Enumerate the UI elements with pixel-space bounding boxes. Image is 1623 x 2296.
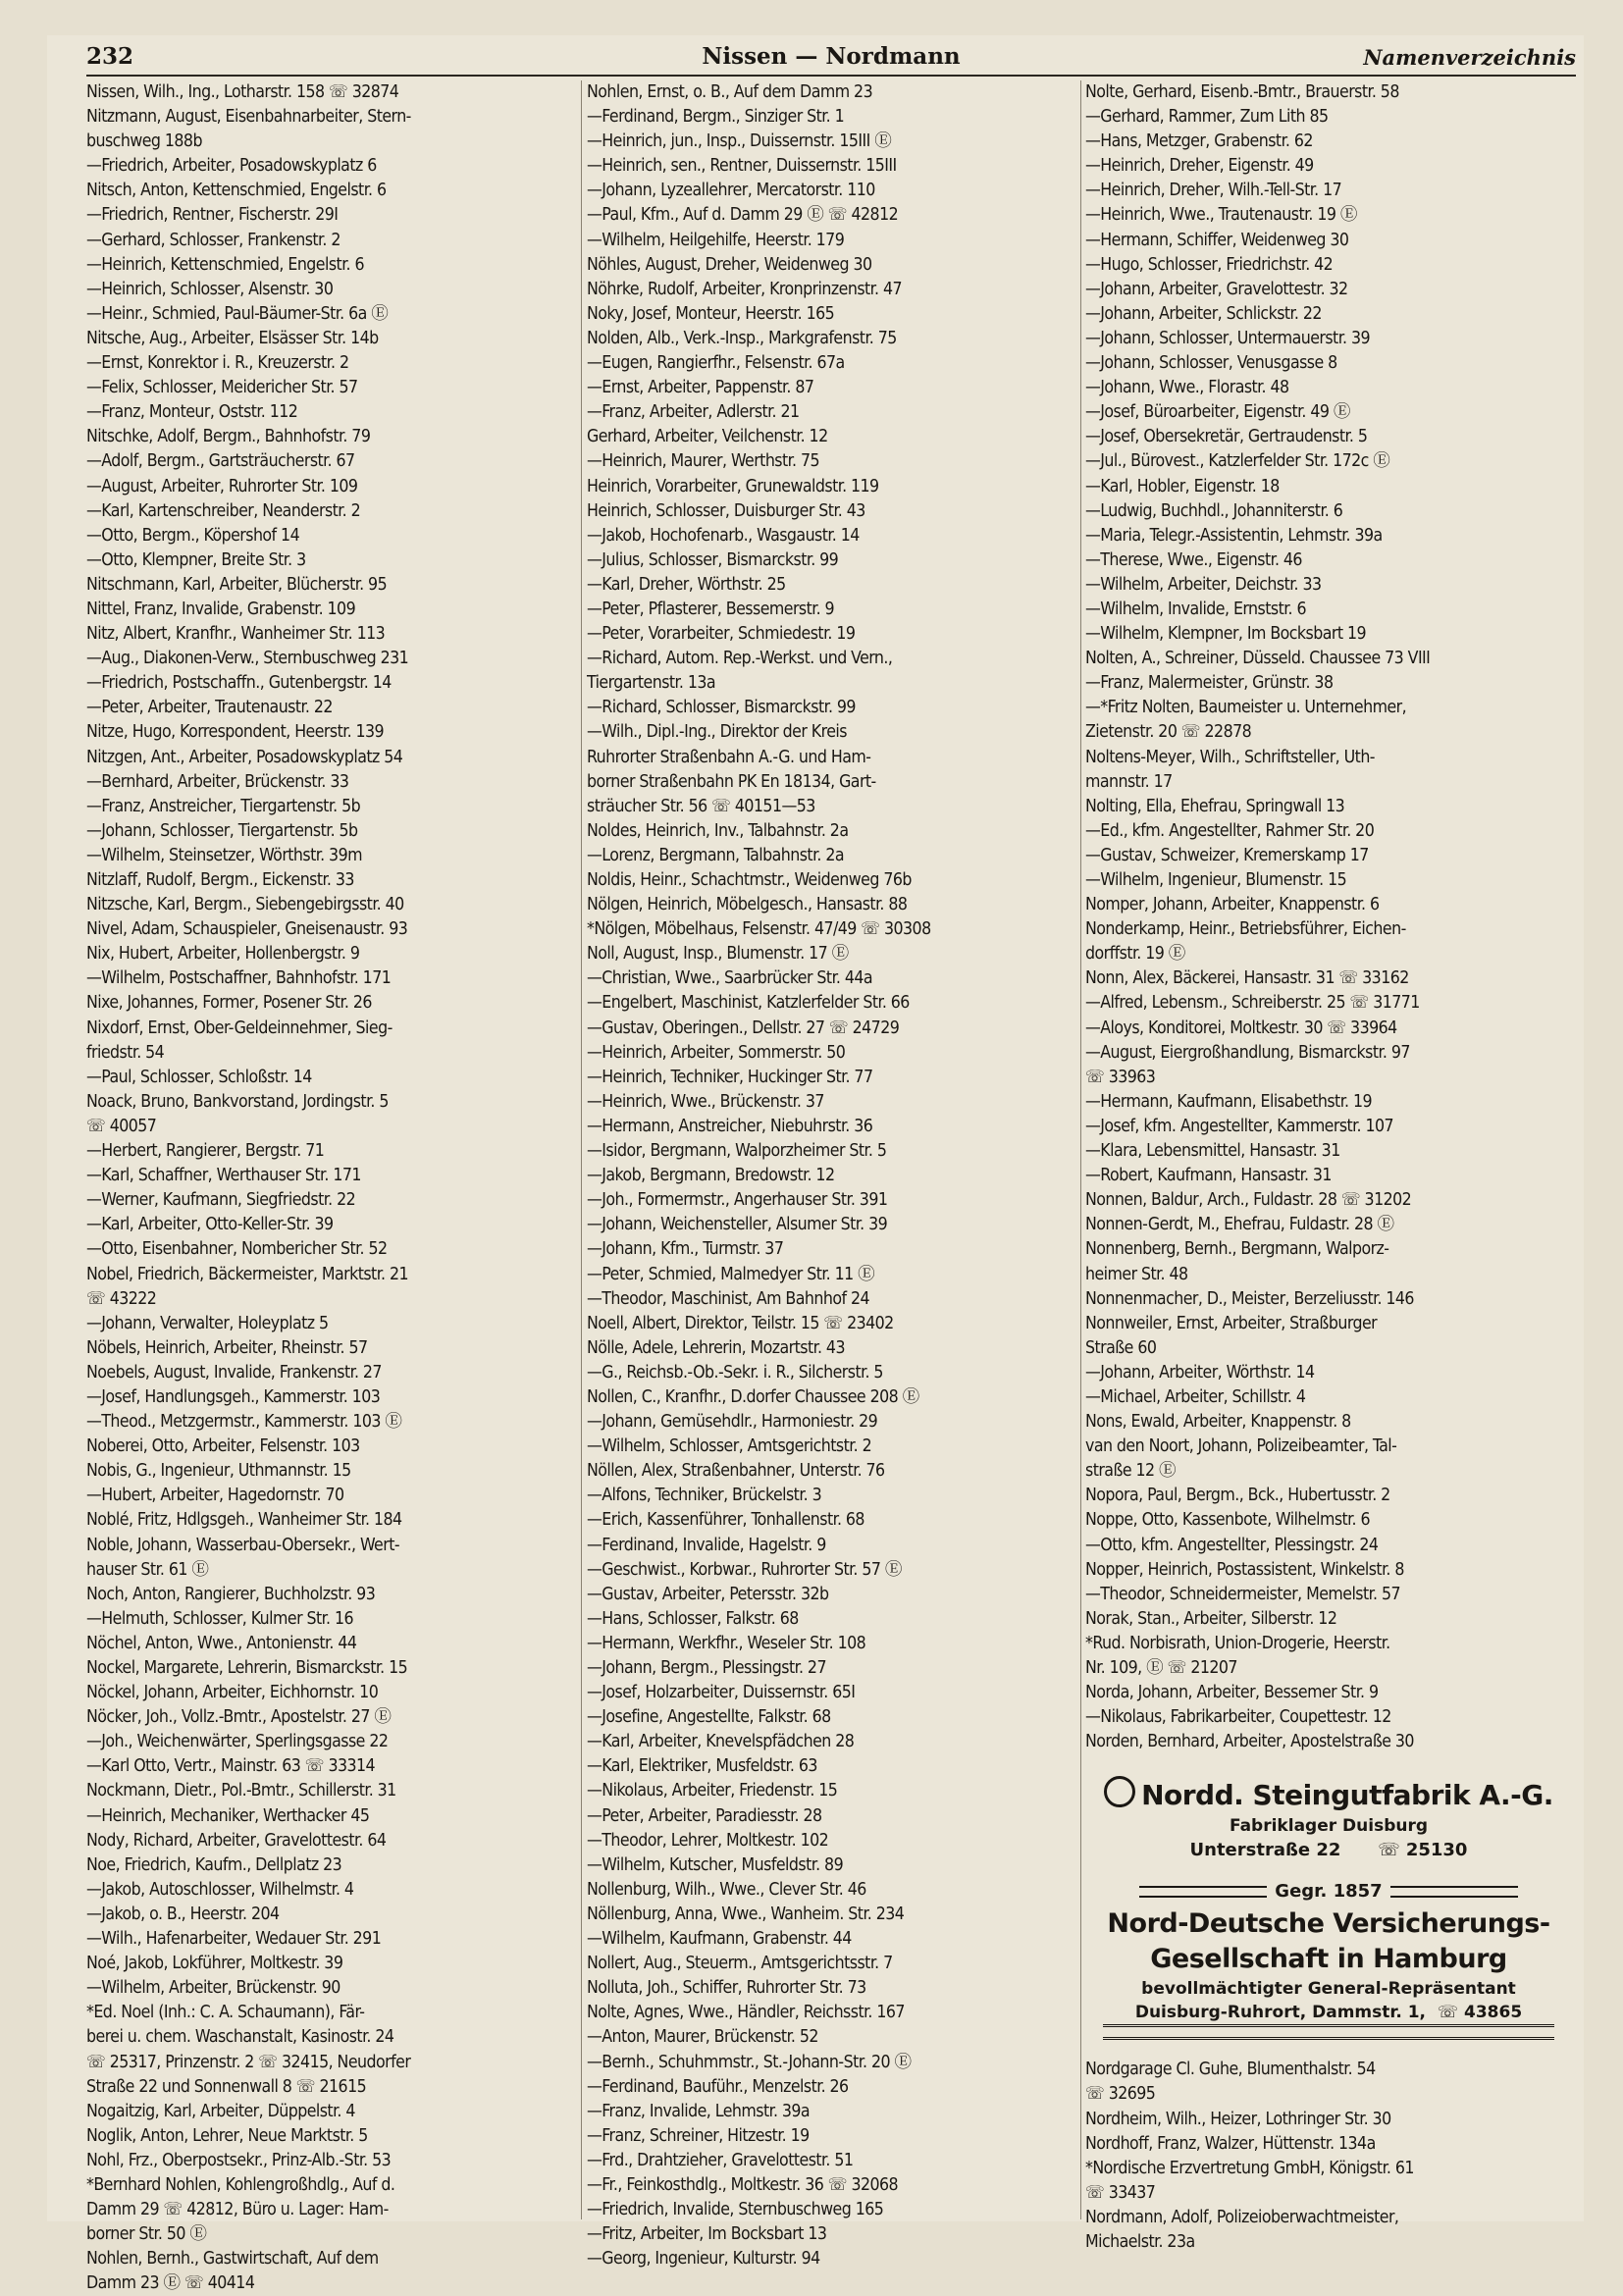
directory-entry: —Johann, Bergm., Plessingstr. 27 xyxy=(587,1658,826,1678)
directory-entry: ☏ 33437 xyxy=(1085,2182,1156,2203)
directory-entry: —Theodor, Maschinist, Am Bahnhof 24 xyxy=(587,1288,870,1309)
versicherung-ad xyxy=(1085,1877,1572,2040)
directory-entry: *Rud. Norbisrath, Union-Drogerie, Heerstr. xyxy=(1085,1633,1390,1653)
directory-entry: —Wilhelm, Kaufmann, Grabenstr. 44 xyxy=(587,1929,852,1950)
directory-entry: Nonderkamp, Heinr., Betriebsführer, Eichen- xyxy=(1085,919,1406,940)
directory-entry: —Wilhelm, Ingenieur, Blumenstr. 15 xyxy=(1085,870,1347,890)
directory-entry: dorffstr. 19 Ⓔ xyxy=(1085,944,1185,965)
directory-entry: —Hans, Schlosser, Falkstr. 68 xyxy=(587,1608,799,1629)
directory-entry: Noll, August, Insp., Blumenstr. 17 Ⓔ xyxy=(587,944,849,965)
directory-entry: —Ernst, Arbeiter, Pappenstr. 87 xyxy=(587,378,814,398)
directory-entry: —Ferdinand, Bergm., Sinziger Str. 1 xyxy=(587,107,845,128)
directory-entry: —Richard, Schlosser, Bismarckstr. 99 xyxy=(587,698,856,718)
directory-entry: —Heinrich, Techniker, Huckinger Str. 77 xyxy=(587,1067,873,1087)
directory-entry: Noé, Jakob, Lokführer, Moltkestr. 39 xyxy=(86,1954,343,1974)
directory-entry: Nöhrke, Rudolf, Arbeiter, Kronprinzenstr. 47 xyxy=(587,279,902,299)
directory-entry: —Ludwig, Buchhdl., Johanniterstr. 6 xyxy=(1085,500,1343,521)
directory-entry: —Richard, Autom. Rep.-Werkst. und Vern., xyxy=(587,649,893,669)
ad-company-name: Nordd. Steingutfabrik A.-G. xyxy=(1085,1776,1572,1815)
directory-entry: Nitsche, Aug., Arbeiter, Elsässer Str. 14b xyxy=(86,328,379,348)
directory-entry: —Ferdinand, Bauführ., Menzelstr. 26 xyxy=(587,2076,849,2097)
ornament-border xyxy=(1103,2024,1554,2040)
directory-entry: —Jakob, Hochofenarb., Wasgaustr. 14 xyxy=(587,525,860,546)
company-logo-icon xyxy=(1104,1776,1135,1807)
directory-page xyxy=(47,35,1584,2294)
directory-entry: straße 12 Ⓔ xyxy=(1085,1461,1177,1482)
directory-entry: —Felix, Schlosser, Meidericher Str. 57 xyxy=(86,378,358,398)
ad-address: Duisburg-Ruhrort, Dammstr. 1, ☏ 43865 xyxy=(1134,2003,1523,2023)
directory-entry: Nordmann, Adolf, Polizeioberwachtmeister, xyxy=(1085,2207,1399,2227)
directory-entry: Nordgarage Cl. Guhe, Blumenthalstr. 54 xyxy=(1085,2060,1376,2080)
directory-entry: —Frd., Drahtzieher, Gravelottestr. 51 xyxy=(587,2150,854,2170)
directory-entry: —Wilh., Hafenarbeiter, Wedauer Str. 291 xyxy=(86,1929,382,1950)
directory-entry: Noky, Josef, Monteur, Heerstr. 165 xyxy=(587,303,835,324)
ad-company-name-2: Gesellschaft in Hamburg xyxy=(1150,1944,1507,1975)
directory-entry: Nixe, Johannes, Former, Posener Str. 26 xyxy=(86,993,372,1014)
directory-entry: —Nikolaus, Fabrikarbeiter, Coupettestr. 12 xyxy=(1085,1707,1391,1728)
page-number: 232 xyxy=(86,43,134,70)
directory-entry: Nockmann, Dietr., Pol.-Bmtr., Schillerstr. 31 xyxy=(86,1781,396,1801)
directory-entry: —Otto, Bergm., Köpershof 14 xyxy=(86,525,300,546)
directory-entry: borner Str. 50 Ⓔ xyxy=(86,2224,207,2245)
directory-entry: Nitz, Albert, Kranfhr., Wanheimer Str. 113 xyxy=(86,624,386,645)
directory-entry: —Hans, Metzger, Grabenstr. 62 xyxy=(1085,131,1313,152)
directory-entry: —Heinrich, Schlosser, Alsenstr. 30 xyxy=(86,279,334,299)
directory-entry: Tiergartenstr. 13a xyxy=(587,673,716,694)
directory-entry: —Geschwist., Korbwar., Ruhrorter Str. 57 Ⓔ xyxy=(587,1559,902,1580)
directory-entry: Michaelstr. 23a xyxy=(1085,2232,1195,2253)
directory-entry: —Wilhelm, Heilgehilfe, Heerstr. 179 xyxy=(587,230,845,250)
directory-entry: —Fritz, Arbeiter, Im Bocksbart 13 xyxy=(587,2224,827,2245)
directory-entry: —Franz, Arbeiter, Adlerstr. 21 xyxy=(587,402,800,423)
directory-entry: —Paul, Schlosser, Schloßstr. 14 xyxy=(86,1067,312,1087)
directory-entry: —Herbert, Rangierer, Bergstr. 71 xyxy=(86,1141,325,1162)
directory-entry: Damm 29 ☏ 42812, Büro u. Lager: Ham- xyxy=(86,2200,389,2220)
directory-entry: —Ferdinand, Invalide, Hagelstr. 9 xyxy=(587,1535,826,1555)
directory-entry: —Josef, Handlungsgeh., Kammerstr. 103 xyxy=(86,1386,381,1407)
directory-entry: —Franz, Invalide, Lehmstr. 39a xyxy=(587,2101,811,2121)
directory-entry: —Hermann, Anstreicher, Niebuhrstr. 36 xyxy=(587,1116,873,1136)
directory-entry: —Karl, Hobler, Eigenstr. 18 xyxy=(1085,476,1280,496)
directory-entry: —Bernhard, Arbeiter, Brückenstr. 33 xyxy=(86,771,349,792)
directory-entry: —Heinrich, Arbeiter, Sommerstr. 50 xyxy=(587,1042,846,1063)
directory-entry: Nolte, Agnes, Wwe., Händler, Reichsstr. 167 xyxy=(587,2003,905,2023)
directory-entry: —Karl, Arbeiter, Knevelspfädchen 28 xyxy=(587,1732,855,1752)
directory-entry: Nittel, Franz, Invalide, Grabenstr. 109 xyxy=(86,599,356,619)
directory-entry: Nonnen, Baldur, Arch., Fuldastr. 28 ☏ 31202 xyxy=(1085,1190,1412,1211)
directory-entry: —Heinrich, Wwe., Brückenstr. 37 xyxy=(587,1091,824,1112)
directory-entry: Nonn, Alex, Bäckerei, Hansastr. 31 ☏ 33162 xyxy=(1085,968,1409,989)
directory-entry: —Peter, Arbeiter, Paradiesstr. 28 xyxy=(587,1805,822,1826)
directory-entry: Nissen, Wilh., Ing., Lotharstr. 158 ☏ 32874 xyxy=(86,82,399,102)
directory-entry: Noppe, Otto, Kassenbote, Wilhelmstr. 6 xyxy=(1085,1510,1370,1531)
directory-entry: Noch, Anton, Rangierer, Buchholzstr. 93 xyxy=(86,1584,376,1604)
directory-entry: Nitzgen, Ant., Arbeiter, Posadowskyplatz 54 xyxy=(86,747,403,767)
directory-entry: —Johann, Verwalter, Holeyplatz 5 xyxy=(86,1313,329,1333)
directory-entry: buschweg 188b xyxy=(86,131,202,152)
directory-entry: —Heinrich, Dreher, Eigenstr. 49 xyxy=(1085,156,1314,177)
directory-entry: —Johann, Lyzeallehrer, Mercatorstr. 110 xyxy=(587,181,875,201)
directory-entry: Ruhrorter Straßenbahn A.-G. und Ham- xyxy=(587,747,871,767)
column-rule xyxy=(581,80,582,2219)
directory-entry: —Heinrich, Mechaniker, Werthacker 45 xyxy=(86,1805,370,1826)
directory-entry: —Otto, kfm. Angestellter, Plessingstr. 24 xyxy=(1085,1535,1379,1555)
page-title: Nissen — Nordmann xyxy=(702,43,961,70)
directory-entry: —Jakob, Bergmann, Bredowstr. 12 xyxy=(587,1166,835,1186)
directory-entry: *Ed. Noel (Inh.: C. A. Schaumann), Fär- xyxy=(86,2003,365,2023)
directory-entry: —Theodor, Schneidermeister, Memelstr. 57 xyxy=(1085,1584,1400,1604)
directory-entry: friedstr. 54 xyxy=(86,1042,165,1063)
directory-entry: Nix, Hubert, Arbeiter, Hollenbergstr. 9 xyxy=(86,944,360,965)
directory-entry: —Hugo, Schlosser, Friedrichstr. 42 xyxy=(1085,254,1334,275)
directory-entry: —Adolf, Bergm., Gartsträucherstr. 67 xyxy=(86,451,355,472)
directory-entry: —Heinrich, Maurer, Werthstr. 75 xyxy=(587,451,819,472)
directory-entry: —Karl Otto, Vertr., Mainstr. 63 ☏ 33314 xyxy=(86,1756,376,1777)
directory-entry: —Johann, Wwe., Florastr. 48 xyxy=(1085,378,1289,398)
directory-entry: —Friedrich, Postschaffn., Gutenbergstr. 14 xyxy=(86,673,392,694)
directory-entry: —Karl, Schaffner, Werthauser Str. 171 xyxy=(86,1166,361,1186)
directory-entry: van den Noort, Johann, Polizeibeamter, Tal- xyxy=(1085,1436,1397,1457)
directory-entry: —Wilhelm, Klempner, Im Bocksbart 19 xyxy=(1085,624,1366,645)
directory-entry: —Gustav, Arbeiter, Petersstr. 32b xyxy=(587,1584,829,1604)
directory-entry: Nopper, Heinrich, Postassistent, Winkelstr. 8 xyxy=(1085,1559,1404,1580)
column-2 xyxy=(587,80,1073,2270)
directory-entry: Nitsch, Anton, Kettenschmied, Engelstr. 6 xyxy=(86,181,387,201)
directory-entry: Nollen, C., Kranfhr., D.dorfer Chaussee 208 Ⓔ xyxy=(587,1386,919,1407)
directory-entry: —*Fritz Nolten, Baumeister u. Unternehmer, xyxy=(1085,698,1407,718)
directory-entry: —Karl, Kartenschreiber, Neanderstr. 2 xyxy=(86,500,361,521)
directory-entry: Nitschke, Adolf, Bergm., Bahnhofstr. 79 xyxy=(86,427,371,447)
directory-entry: —Franz, Monteur, Oststr. 112 xyxy=(86,402,298,423)
section-title: Namenverzeichnis xyxy=(1363,45,1576,70)
directory-entry: Nollert, Aug., Steuerm., Amtsgerichtsstr. 7 xyxy=(587,1954,893,1974)
directory-entry: —Franz, Malermeister, Grünstr. 38 xyxy=(1085,673,1334,694)
directory-entry: —Franz, Anstreicher, Tiergartenstr. 5b xyxy=(86,796,361,816)
directory-entry: —Otto, Eisenbahner, Nombericher Str. 52 xyxy=(86,1239,388,1260)
directory-entry: —Robert, Kaufmann, Hansastr. 31 xyxy=(1085,1166,1332,1186)
directory-entry: Nöcker, Joh., Vollz.-Bmtr., Apostelstr. 27 Ⓔ xyxy=(86,1707,392,1728)
directory-entry: —Werner, Kaufmann, Siegfriedstr. 22 xyxy=(86,1190,356,1211)
directory-entry: Norak, Stan., Arbeiter, Silberstr. 12 xyxy=(1085,1608,1337,1629)
directory-entry: Norda, Johann, Arbeiter, Bessemer Str. 9 xyxy=(1085,1683,1379,1703)
directory-entry: —Ernst, Konrektor i. R., Kreuzerstr. 2 xyxy=(86,353,349,374)
directory-entry: —Klara, Lebensmittel, Hansastr. 31 xyxy=(1085,1141,1340,1162)
directory-entry: Noltens-Meyer, Wilh., Schriftsteller, Uth- xyxy=(1085,747,1375,767)
directory-entry: Nöchel, Anton, Wwe., Antonienstr. 44 xyxy=(86,1633,357,1653)
directory-entry: Nolden, Alb., Verk.-Insp., Markgrafenstr. 75 xyxy=(587,328,897,348)
directory-entry: —Friedrich, Invalide, Sternbuschweg 165 xyxy=(587,2200,884,2220)
directory-entry: hauser Str. 61 Ⓔ xyxy=(86,1559,209,1580)
directory-entry: —Friedrich, Arbeiter, Posadowskyplatz 6 xyxy=(86,156,377,177)
directory-entry: —Helmuth, Schlosser, Kulmer Str. 16 xyxy=(86,1608,353,1629)
directory-entry: —Peter, Vorarbeiter, Schmiedestr. 19 xyxy=(587,624,856,645)
directory-entry: —Peter, Pflasterer, Bessemerstr. 9 xyxy=(587,599,835,619)
directory-entry: —Jakob, o. B., Heerstr. 204 xyxy=(86,1904,280,1924)
directory-entry: —Wilhelm, Kutscher, Musfeldstr. 89 xyxy=(587,1854,844,1875)
directory-entry: mannstr. 17 xyxy=(1085,771,1173,792)
directory-entry: —Josef, Büroarbeiter, Eigenstr. 49 Ⓔ xyxy=(1085,402,1350,423)
directory-entry: —Johann, Schlosser, Untermauerstr. 39 xyxy=(1085,328,1371,348)
directory-entry: —Joh., Formermstr., Angerhauser Str. 391 xyxy=(587,1190,888,1211)
ad-address: Unterstraße 22 ☏ 25130 xyxy=(1189,1840,1468,1861)
directory-entry: —Johann, Arbeiter, Gravelottestr. 32 xyxy=(1085,279,1348,299)
directory-entry: Nolluta, Joh., Schiffer, Ruhrorter Str. 73 xyxy=(587,1978,866,1999)
directory-entry: —Christian, Wwe., Saarbrücker Str. 44a xyxy=(587,968,873,989)
directory-entry: Nockel, Margarete, Lehrerin, Bismarckstr. 15 xyxy=(86,1658,408,1678)
directory-entry: —Friedrich, Rentner, Fischerstr. 29I xyxy=(86,205,339,226)
directory-entry: —Wilhelm, Invalide, Ernststr. 6 xyxy=(1085,599,1307,619)
directory-entry: Nitzlaff, Rudolf, Bergm., Eickenstr. 33 xyxy=(86,870,354,890)
directory-entry: Nolting, Ella, Ehefrau, Springwall 13 xyxy=(1085,796,1345,816)
ad-company-name-1: Nord-Deutsche Versicherungs- xyxy=(1107,1908,1550,1940)
directory-entry: Heinrich, Vorarbeiter, Grunewaldstr. 119 xyxy=(587,476,879,496)
directory-entry: —Ed., kfm. Angestellter, Rahmer Str. 20 xyxy=(1085,820,1375,841)
directory-entry: Nolte, Gerhard, Eisenb.-Bmtr., Brauerstr. 58 xyxy=(1085,82,1399,102)
ad-subtitle: Fabriklager Duisburg xyxy=(1229,1816,1429,1837)
directory-entry: —Michael, Arbeiter, Schillstr. 4 xyxy=(1085,1386,1306,1407)
directory-entry: *Bernhard Nohlen, Kohlengroßhdlg., Auf d. xyxy=(86,2174,395,2195)
directory-entry: —Gerhard, Schlosser, Frankenstr. 2 xyxy=(86,230,340,250)
directory-entry: Nitzsche, Karl, Bergm., Siebengebirgsstr. 40 xyxy=(86,895,404,915)
directory-entry: —Heinr., Schmied, Paul-Bäumer-Str. 6a Ⓔ xyxy=(86,303,389,324)
directory-entry: —Wilhelm, Steinsetzer, Wörthstr. 39m xyxy=(86,845,362,865)
directory-entry: —Wilhelm, Postschaffner, Bahnhofstr. 171 xyxy=(86,968,392,989)
directory-entry: Nölgen, Heinrich, Möbelgesch., Hansastr. 88 xyxy=(587,895,908,915)
directory-entry: Nonnen-Gerdt, M., Ehefrau, Fuldastr. 28 Ⓔ xyxy=(1085,1215,1394,1235)
directory-entry: borner Straßenbahn PK En 18134, Gart- xyxy=(587,771,876,792)
directory-entry: —Paul, Kfm., Auf d. Damm 29 Ⓔ ☏ 42812 xyxy=(587,205,899,226)
directory-entry: —Nikolaus, Arbeiter, Friedenstr. 15 xyxy=(587,1781,838,1801)
directory-entry: Noberei, Otto, Arbeiter, Felsenstr. 103 xyxy=(86,1436,360,1457)
column-1 xyxy=(86,80,573,2294)
ornament-border xyxy=(1390,1886,1518,1898)
directory-entry: Noglik, Anton, Lehrer, Neue Marktstr. 5 xyxy=(86,2125,368,2146)
directory-entry: Nonnweiler, Ernst, Arbeiter, Straßburger xyxy=(1085,1313,1378,1333)
directory-entry: Nogaitzig, Karl, Arbeiter, Düppelstr. 4 xyxy=(86,2101,355,2121)
directory-entry: sträucher Str. 56 ☏ 40151—53 xyxy=(587,796,815,816)
directory-entry: —August, Eiergroßhandlung, Bismarckstr. 97 xyxy=(1085,1042,1410,1063)
directory-entry: —Alfons, Techniker, Brückelstr. 3 xyxy=(587,1486,822,1506)
directory-entry: Noldis, Heinr., Schachtmstr., Weidenweg 76b xyxy=(587,870,912,890)
directory-entry: —Hermann, Schiffer, Weidenweg 30 xyxy=(1085,230,1349,250)
directory-entry: —Maria, Telegr.-Assistentin, Lehmstr. 39a xyxy=(1085,525,1383,546)
directory-entry: —Johann, Schlosser, Venusgasse 8 xyxy=(1085,353,1337,374)
page-header xyxy=(86,41,1576,77)
directory-entry: —Fr., Feinkosthdlg., Moltkestr. 36 ☏ 32068 xyxy=(587,2174,899,2195)
ad-founded: Gegr. 1857 xyxy=(1085,1877,1572,1906)
directory-entry: Straße 22 und Sonnenwall 8 ☏ 21615 xyxy=(86,2076,367,2097)
directory-entry: Nr. 109, Ⓔ ☏ 21207 xyxy=(1085,1658,1237,1678)
directory-entry: Nobel, Friedrich, Bäckermeister, Marktstr. 21 xyxy=(86,1264,409,1284)
directory-entry: —Heinrich, Kettenschmied, Engelstr. 6 xyxy=(86,254,365,275)
directory-entry: Norden, Bernhard, Arbeiter, Apostelstraße 30 xyxy=(1085,1732,1414,1752)
directory-entry: Nitzmann, August, Eisenbahnarbeiter, Stern- xyxy=(86,107,411,128)
directory-entry: —Jul., Bürovest., Katzlerfelder Str. 172c Ⓔ xyxy=(1085,451,1390,472)
directory-entry: Nixdorf, Ernst, Ober-Geldeinnehmer, Sieg- xyxy=(86,1018,393,1038)
directory-entry: —Georg, Ingenieur, Kulturstr. 94 xyxy=(587,2249,820,2270)
directory-entry: Noble, Johann, Wasserbau-Obersekr., Wert- xyxy=(86,1535,400,1555)
column-rule xyxy=(1080,80,1081,2219)
directory-entry: *Nordische Erzvertretung GmbH, Königstr. 61 xyxy=(1085,2158,1414,2178)
directory-entry: Nolten, A., Schreiner, Düsseld. Chaussee 73 VIII xyxy=(1085,649,1431,669)
ad-agent: bevollmächtigter General-Repräsentant xyxy=(1141,1979,1516,2000)
directory-entry: Nopora, Paul, Bergm., Bck., Hubertusstr. 2 xyxy=(1085,1486,1390,1506)
directory-entry: —Alfred, Lebensm., Schreiberstr. 25 ☏ 31771 xyxy=(1085,993,1420,1014)
directory-entry: *Nölgen, Möbelhaus, Felsenstr. 47/49 ☏ 30308 xyxy=(587,919,931,940)
directory-entry: —Josefine, Angestellte, Falkstr. 68 xyxy=(587,1707,831,1728)
directory-entry: —Gerhard, Rammer, Zum Lith 85 xyxy=(1085,107,1329,128)
directory-entry: —G., Reichsb.-Ob.-Sekr. i. R., Silcherstr. 5 xyxy=(587,1362,883,1383)
directory-entry: —Josef, Obersekretär, Gertraudenstr. 5 xyxy=(1085,427,1368,447)
directory-entry: —Joh., Weichenwärter, Sperlingsgasse 22 xyxy=(86,1732,389,1752)
directory-entry: Nody, Richard, Arbeiter, Gravelottestr. 64 xyxy=(86,1830,387,1851)
directory-entry: —Johann, Gemüsehdlr., Harmoniestr. 29 xyxy=(587,1412,878,1433)
directory-entry: Nobis, G., Ingenieur, Uthmannstr. 15 xyxy=(86,1461,351,1482)
directory-entry: —Gustav, Oberingen., Dellstr. 27 ☏ 24729 xyxy=(587,1018,900,1038)
directory-entry: Nohl, Frz., Oberpostsekr., Prinz-Alb.-Str. 53 xyxy=(86,2150,392,2170)
directory-entry: —Eugen, Rangierfhr., Felsenstr. 67a xyxy=(587,353,845,374)
directory-entry: Nonnenberg, Bernh., Bergmann, Walporz- xyxy=(1085,1239,1389,1260)
directory-entry: —Erich, Kassenführer, Tonhallenstr. 68 xyxy=(587,1510,864,1531)
directory-entry: Noebels, August, Invalide, Frankenstr. 27 xyxy=(86,1362,382,1383)
directory-entry: —Hubert, Arbeiter, Hagedornstr. 70 xyxy=(86,1486,344,1506)
directory-entry: Nohlen, Bernh., Gastwirtschaft, Auf dem xyxy=(86,2249,379,2270)
directory-entry: —Karl, Arbeiter, Otto-Keller-Str. 39 xyxy=(86,1215,334,1235)
directory-entry: Noe, Friedrich, Kaufm., Dellplatz 23 xyxy=(86,1854,342,1875)
directory-entry: —Hermann, Kaufmann, Elisabethstr. 19 xyxy=(1085,1091,1373,1112)
directory-entry: —Johann, Kfm., Turmstr. 37 xyxy=(587,1239,784,1260)
directory-entry: heimer Str. 48 xyxy=(1085,1264,1188,1284)
directory-entry: —Otto, Klempner, Breite Str. 3 xyxy=(86,549,306,570)
directory-entry: Nohlen, Ernst, o. B., Auf dem Damm 23 xyxy=(587,82,873,102)
directory-entry: —Peter, Arbeiter, Trautenaustr. 22 xyxy=(86,698,333,718)
directory-entry: —Johann, Schlosser, Tiergartenstr. 5b xyxy=(86,820,358,841)
directory-entry: —Heinrich, sen., Rentner, Duissernstr. 15III xyxy=(587,156,897,177)
column-3-entries xyxy=(1085,80,1572,1754)
directory-entry: Nordheim, Wilh., Heizer, Lothringer Str. 30 xyxy=(1085,2109,1391,2129)
directory-entry: —Heinrich, Wwe., Trautenaustr. 19 Ⓔ xyxy=(1085,205,1357,226)
directory-entry: Noell, Albert, Direktor, Teilstr. 15 ☏ 23402 xyxy=(587,1313,894,1333)
directory-entry: —Lorenz, Bergmann, Talbahnstr. 2a xyxy=(587,845,845,865)
directory-entry: Noack, Bruno, Bankvorstand, Jordingstr. 5 xyxy=(86,1091,389,1112)
directory-entry: berei u. chem. Waschanstalt, Kasinostr. 24 xyxy=(86,2027,394,2048)
steingutfabrik-ad xyxy=(1085,1776,1572,1863)
directory-entry: —Gustav, Schweizer, Kremerskamp 17 xyxy=(1085,845,1369,865)
directory-entry: Nöhles, August, Dreher, Weidenweg 30 xyxy=(587,254,872,275)
directory-entry: Nivel, Adam, Schauspieler, Gneisenaustr. 93 xyxy=(86,919,408,940)
column-3-entries-after-ads xyxy=(1085,2058,1572,2255)
directory-entry: ☏ 25317, Prinzenstr. 2 ☏ 32415, Neudorfer xyxy=(86,2052,411,2072)
directory-entry: Nöckel, Johann, Arbeiter, Eichhornstr. 10 xyxy=(86,1683,379,1703)
directory-entry: —Josef, kfm. Angestellter, Kammerstr. 107 xyxy=(1085,1116,1394,1136)
directory-entry: —August, Arbeiter, Ruhrorter Str. 109 xyxy=(86,476,358,496)
directory-entry: —Franz, Schreiner, Hitzestr. 19 xyxy=(587,2125,810,2146)
directory-entry: Noblé, Fritz, Hdlgsgeh., Wanheimer Str. 184 xyxy=(86,1510,402,1531)
directory-entry: ☏ 33963 xyxy=(1085,1067,1156,1087)
directory-entry: —Heinrich, Dreher, Wilh.-Tell-Str. 17 xyxy=(1085,181,1342,201)
directory-entry: —Aug., Diakonen-Verw., Sternbuschweg 231 xyxy=(86,649,409,669)
directory-entry: Nons, Ewald, Arbeiter, Knappenstr. 8 xyxy=(1085,1412,1351,1433)
ornament-border xyxy=(1139,1886,1267,1898)
directory-entry: —Wilh., Dipl.-Ing., Direktor der Kreis xyxy=(587,722,847,743)
directory-entry: Nitze, Hugo, Korrespondent, Heerstr. 139 xyxy=(86,722,385,743)
directory-entry: Nöbels, Heinrich, Arbeiter, Rheinstr. 57 xyxy=(86,1337,368,1358)
directory-entry: —Karl, Elektriker, Musfeldstr. 63 xyxy=(587,1756,817,1777)
directory-entry: —Aloys, Konditorei, Moltkestr. 30 ☏ 33964 xyxy=(1085,1018,1397,1038)
directory-entry: ☏ 32695 xyxy=(1085,2084,1156,2105)
directory-entry: Nölle, Adele, Lehrerin, Mozartstr. 43 xyxy=(587,1337,845,1358)
directory-entry: Nordhoff, Franz, Walzer, Hüttenstr. 134a xyxy=(1085,2133,1376,2154)
directory-entry: —Johann, Weichensteller, Alsumer Str. 39 xyxy=(587,1215,888,1235)
directory-entry: Nitschmann, Karl, Arbeiter, Blücherstr. 95 xyxy=(86,574,388,595)
directory-entry: —Johann, Arbeiter, Schlickstr. 22 xyxy=(1085,303,1322,324)
directory-entry: —Theodor, Lehrer, Moltkestr. 102 xyxy=(587,1830,829,1851)
column-3 xyxy=(1085,80,1572,2253)
directory-entry: —Karl, Dreher, Wörthstr. 25 xyxy=(587,574,786,595)
directory-entry: Nöllen, Alex, Straßenbahner, Unterstr. 76 xyxy=(587,1461,885,1482)
directory-entry: ☏ 40057 xyxy=(86,1116,157,1136)
directory-entry: Noldes, Heinrich, Inv., Talbahnstr. 2a xyxy=(587,820,849,841)
directory-entry: Zietenstr. 20 ☏ 22878 xyxy=(1085,722,1252,743)
directory-entry: Damm 23 Ⓔ ☏ 40414 xyxy=(86,2273,255,2294)
directory-entry: —Anton, Maurer, Brückenstr. 52 xyxy=(587,2027,818,2048)
directory-entry: Nollenburg, Wilh., Wwe., Clever Str. 46 xyxy=(587,1879,866,1900)
directory-entry: —Wilhelm, Arbeiter, Deichstr. 33 xyxy=(1085,574,1322,595)
directory-entry: —Theod., Metzgermstr., Kammerstr. 103 Ⓔ xyxy=(86,1412,402,1433)
directory-entry: —Hermann, Werkfhr., Weseler Str. 108 xyxy=(587,1633,866,1653)
directory-entry: —Therese, Wwe., Eigenstr. 46 xyxy=(1085,549,1302,570)
directory-entry: Straße 60 xyxy=(1085,1337,1157,1358)
directory-entry: —Jakob, Autoschlosser, Wilhelmstr. 4 xyxy=(86,1879,354,1900)
directory-entry: —Bernh., Schuhmmstr., St.-Johann-Str. 20 Ⓔ xyxy=(587,2052,912,2072)
directory-entry: ☏ 43222 xyxy=(86,1288,157,1309)
directory-entry: —Heinrich, jun., Insp., Duissernstr. 15III Ⓔ xyxy=(587,131,892,152)
directory-entry: —Peter, Schmied, Malmedyer Str. 11 Ⓔ xyxy=(587,1264,875,1284)
directory-entry: Nomper, Johann, Arbeiter, Knappenstr. 6 xyxy=(1085,895,1380,915)
directory-entry: —Isidor, Bergmann, Walporzheimer Str. 5 xyxy=(587,1141,887,1162)
directory-entry: —Julius, Schlosser, Bismarckstr. 99 xyxy=(587,549,839,570)
directory-entry: —Wilhelm, Arbeiter, Brückenstr. 90 xyxy=(86,1978,340,1999)
directory-entry: Nöllenburg, Anna, Wwe., Wanheim. Str. 234 xyxy=(587,1904,905,1924)
directory-entry: Nonnenmacher, D., Meister, Berzeliusstr. 146 xyxy=(1085,1288,1414,1309)
directory-entry: —Josef, Holzarbeiter, Duissernstr. 65I xyxy=(587,1683,856,1703)
directory-entry: —Engelbert, Maschinist, Katzlerfelder Str. 66 xyxy=(587,993,910,1014)
directory-entry: Heinrich, Schlosser, Duisburger Str. 43 xyxy=(587,500,865,521)
directory-entry: —Johann, Arbeiter, Wörthstr. 14 xyxy=(1085,1362,1315,1383)
directory-entry: —Wilhelm, Schlosser, Amtsgerichtstr. 2 xyxy=(587,1436,872,1457)
directory-entry: Gerhard, Arbeiter, Veilchenstr. 12 xyxy=(587,427,828,447)
